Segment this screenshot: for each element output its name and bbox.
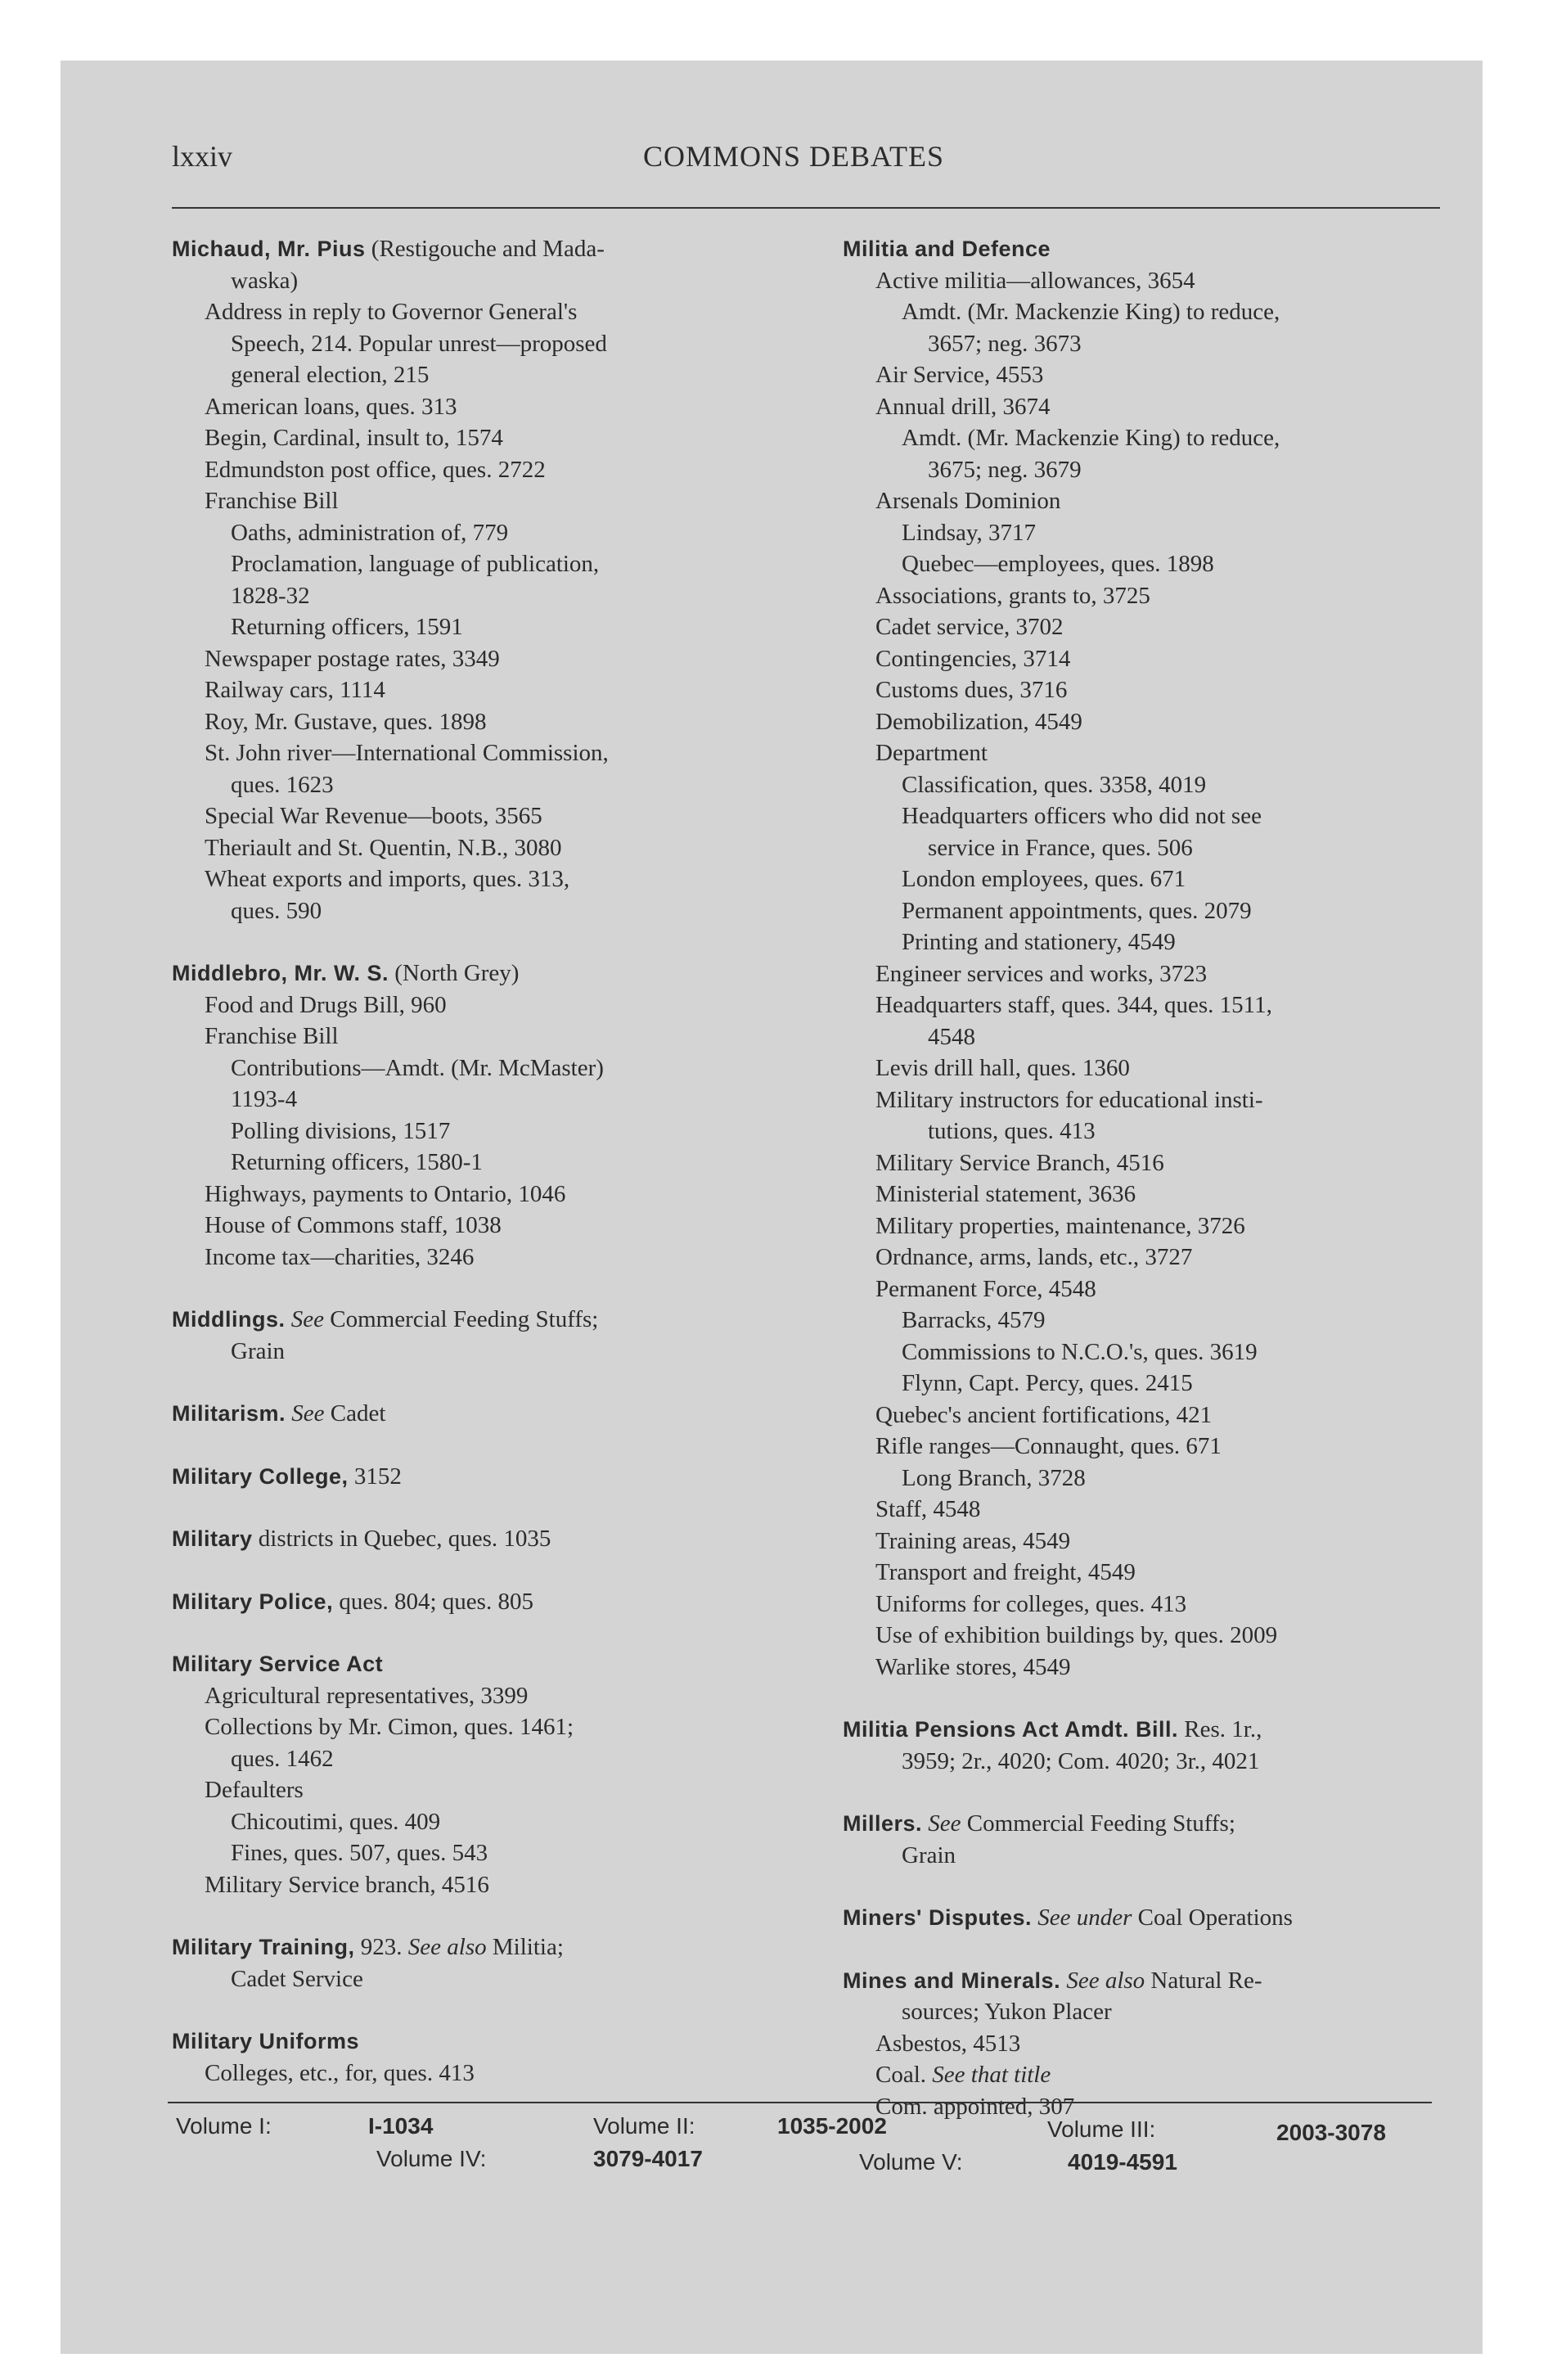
index-subentry-line — [843, 800, 1448, 832]
header-rule — [172, 207, 1440, 209]
index-subentry-line — [843, 1557, 1448, 1589]
index-text: (Restigouche and Mada- — [365, 236, 605, 262]
index-text: Department — [875, 740, 988, 766]
index-subentry-line — [172, 611, 785, 643]
index-subentry-line — [843, 296, 1448, 328]
index-heading-term: Military College, — [172, 1463, 349, 1489]
index-subentry-line — [843, 737, 1448, 769]
index-subentry-line — [172, 643, 785, 675]
page-number: lxxiv — [172, 140, 233, 173]
cross-reference-marker: See under — [1037, 1904, 1132, 1931]
index-subentry-line — [172, 1963, 785, 1995]
index-text: Active militia—allowances, 3654 — [875, 267, 1195, 294]
index-text: Newspaper postage rates, 3349 — [205, 645, 500, 672]
index-heading-term: Military Training, — [172, 1935, 355, 1959]
index-text: Agricultural representatives, 3399 — [205, 1682, 529, 1709]
index-text: waska) — [231, 267, 299, 294]
index-text: Returning officers, 1580-1 — [231, 1149, 483, 1175]
index-subentry-line — [172, 1711, 785, 1743]
index-subentry-line — [843, 674, 1448, 706]
index-subentry-line — [843, 611, 1448, 643]
page-header — [172, 139, 1415, 188]
index-text: Militia; — [486, 1934, 564, 1960]
index-text: Chicoutimi, ques. 409 — [231, 1808, 441, 1835]
index-column-right — [843, 233, 1448, 2122]
index-text: Res. 1r., — [1178, 1716, 1262, 1742]
index-subentry-line — [172, 1837, 785, 1869]
index-subentry-line — [843, 863, 1448, 895]
index-subentry-line — [172, 1869, 785, 1901]
index-subentry-line — [843, 328, 1448, 360]
index-text: Grain — [902, 1841, 956, 1868]
volume-4-range: 3079-4017 — [593, 2146, 703, 2171]
index-text: Ministerial statement, 3636 — [875, 1181, 1136, 1207]
index-subentry-line — [843, 989, 1448, 1021]
index-text: Long Branch, 3728 — [902, 1464, 1086, 1491]
index-subentry-line — [843, 422, 1448, 454]
index-subentry-line — [843, 517, 1448, 549]
index-subentry-line — [843, 580, 1448, 612]
index-subentry-line — [172, 454, 785, 486]
index-heading-term: Military Service Act — [172, 1652, 384, 1676]
index-heading-term: Miners' Disputes. — [843, 1905, 1032, 1930]
index-subentry-line — [843, 485, 1448, 517]
index-subentry-line — [843, 895, 1448, 927]
index-heading-line — [172, 1398, 785, 1430]
index-heading-term: Mines and Minerals. — [843, 1968, 1061, 1993]
index-subentry-line — [843, 265, 1448, 297]
index-heading-line — [172, 1586, 785, 1618]
index-heading-term: Militia and Defence — [843, 237, 1051, 261]
index-text: 3675; neg. 3679 — [928, 456, 1082, 483]
index-text: Air Service, 4553 — [875, 362, 1044, 388]
index-subentry-line — [172, 485, 785, 517]
index-heading-term: Middlebro, Mr. W. S. — [172, 961, 389, 985]
index-text: Training areas, 4549 — [875, 1527, 1071, 1554]
index-subentry-line — [172, 422, 785, 454]
index-subentry-line — [843, 1336, 1448, 1368]
footer-rule — [168, 2102, 1432, 2103]
index-subentry-line — [172, 1084, 785, 1116]
index-text: London employees, ques. 671 — [902, 866, 1186, 892]
index-text: service in France, ques. 506 — [928, 834, 1193, 861]
volume-1-label: Volume I: — [176, 2113, 272, 2139]
index-subentry-line — [172, 580, 785, 612]
index-text: Military Service branch, 4516 — [205, 1871, 489, 1898]
index-heading-line — [843, 233, 1448, 265]
index-text: Proclamation, language of publication, — [231, 551, 600, 577]
index-text: Staff, 4548 — [875, 1496, 981, 1522]
index-text: Defaulters — [205, 1777, 304, 1803]
index-subentry-line — [172, 359, 785, 391]
index-text: sources; Yukon Placer — [902, 1999, 1112, 2025]
volume-5-label: Volume V: — [859, 2149, 963, 2175]
index-subentry-line — [172, 391, 785, 423]
index-text: Begin, Cardinal, insult to, 1574 — [205, 425, 503, 451]
index-text: Headquarters officers who did not see — [902, 803, 1262, 829]
volume-3-range: 2003-3078 — [1276, 2120, 1386, 2145]
index-text: Cadet — [324, 1400, 386, 1427]
index-subentry-line — [843, 1746, 1448, 1778]
index-subentry-line — [843, 1147, 1448, 1179]
index-text: Headquarters staff, ques. 344, ques. 1511, — [875, 992, 1272, 1018]
index-text: Uniforms for colleges, ques. 413 — [875, 1590, 1187, 1617]
index-subentry-line — [843, 1620, 1448, 1652]
index-text: Grain — [231, 1337, 286, 1364]
index-text: Permanent Force, 4548 — [875, 1275, 1096, 1302]
index-subentry-line — [172, 832, 785, 864]
index-subentry-line — [843, 1494, 1448, 1526]
index-text: Use of exhibition buildings by, ques. 2009 — [875, 1622, 1278, 1648]
index-text: Fines, ques. 507, ques. 543 — [231, 1840, 488, 1866]
volume-1-range: I-1034 — [368, 2113, 434, 2139]
index-subentry-line — [843, 1084, 1448, 1116]
index-text: Engineer services and works, 3723 — [875, 960, 1208, 987]
index-subentry-line — [843, 391, 1448, 423]
index-subentry-line — [172, 1053, 785, 1084]
index-text: Permanent appointments, ques. 2079 — [902, 897, 1252, 924]
index-text: (North Grey) — [389, 960, 520, 986]
cross-reference-marker: See also — [1066, 1967, 1145, 1994]
index-column-left — [172, 233, 785, 2089]
index-subentry-line — [172, 2058, 785, 2089]
index-subentry-line — [172, 1210, 785, 1242]
index-subentry-line — [172, 1806, 785, 1838]
index-text: Rifle ranges—Connaught, ques. 671 — [875, 1433, 1222, 1459]
index-text: ques. 1623 — [231, 771, 334, 798]
cross-reference-marker: See — [928, 1810, 961, 1837]
volume-4-label: Volume IV: — [376, 2146, 487, 2171]
volume-key-footer — [176, 2113, 1436, 2203]
index-heading-term: Michaud, Mr. Pius — [172, 237, 366, 261]
index-subentry-line — [172, 548, 785, 580]
index-text: Natural Re- — [1145, 1967, 1262, 1994]
index-subentry-line — [843, 1431, 1448, 1463]
cross-reference-marker: See — [290, 1306, 324, 1332]
index-subentry-line — [843, 769, 1448, 801]
index-text: Quebec's ancient fortifications, 421 — [875, 1401, 1213, 1428]
index-subentry-line — [172, 296, 785, 328]
index-text: Military Service Branch, 4516 — [875, 1149, 1164, 1176]
running-head: COMMONS DEBATES — [642, 140, 945, 173]
index-text: Address in reply to Governor General's — [205, 299, 578, 325]
index-text: 923. — [354, 1934, 408, 1960]
index-text: 3657; neg. 3673 — [928, 330, 1082, 357]
index-subentry-line — [172, 1336, 785, 1368]
index-text: Amdt. (Mr. Mackenzie King) to reduce, — [902, 425, 1280, 451]
index-text: Annual drill, 3674 — [875, 393, 1051, 420]
index-subentry-line — [172, 1147, 785, 1179]
index-text: Special War Revenue—boots, 3565 — [205, 803, 542, 829]
index-text: Collections by Mr. Cimon, ques. 1461; — [205, 1714, 574, 1740]
index-subentry-line — [843, 1179, 1448, 1210]
index-text: Franchise Bill — [205, 1023, 339, 1049]
index-text: Cadet service, 3702 — [875, 614, 1064, 640]
index-text: 4548 — [928, 1023, 975, 1050]
index-text: Coal. — [875, 2062, 933, 2088]
index-text: Warlike stores, 4549 — [875, 1653, 1071, 1680]
index-text: Edmundston post office, ques. 2722 — [205, 456, 546, 483]
index-subentry-line — [172, 737, 785, 769]
index-heading-line — [172, 1304, 785, 1336]
index-text: Ordnance, arms, lands, etc., 3727 — [875, 1244, 1193, 1270]
index-subentry-line — [172, 1774, 785, 1806]
index-heading-term: Military — [172, 1526, 253, 1551]
index-text: tutions, ques. 413 — [928, 1118, 1096, 1144]
index-heading-term: Militia Pensions Act Amdt. Bill. — [843, 1717, 1179, 1742]
index-subentry-line — [172, 1179, 785, 1210]
index-text: Theriault and St. Quentin, N.B., 3080 — [205, 834, 562, 861]
index-text: Colleges, etc., for, ques. 413 — [205, 2059, 475, 2086]
index-subentry-line — [172, 674, 785, 706]
index-subentry-line — [843, 643, 1448, 675]
index-subentry-line — [843, 1021, 1448, 1053]
volume-2-label: Volume II: — [593, 2113, 695, 2139]
index-text: Military instructors for educational insti- — [875, 1086, 1263, 1113]
index-text: Wheat exports and imports, ques. 313, — [205, 866, 570, 892]
index-text: Commercial Feeding Stuffs; — [323, 1306, 599, 1332]
index-heading-line — [843, 1714, 1448, 1746]
index-text: ques. 804; ques. 805 — [333, 1588, 533, 1615]
cross-reference-marker: See also — [407, 1934, 487, 1960]
index-text: ques. 1462 — [231, 1745, 334, 1772]
index-heading-line — [172, 1461, 785, 1493]
index-text: Arsenals Dominion — [875, 488, 1061, 514]
index-heading-line — [172, 958, 785, 989]
index-subentry-line — [172, 706, 785, 738]
index-subentry-line — [172, 1021, 785, 1053]
index-subentry-line — [172, 1680, 785, 1712]
index-text: 3152 — [348, 1463, 402, 1490]
index-subentry-line — [172, 989, 785, 1021]
index-text: American loans, ques. 313 — [205, 393, 457, 420]
index-text: Contributions—Amdt. (Mr. McMaster) — [231, 1054, 604, 1081]
index-text: 1828-32 — [231, 582, 310, 609]
index-text: Roy, Mr. Gustave, ques. 1898 — [205, 708, 487, 735]
index-text: Coal Operations — [1132, 1904, 1293, 1931]
index-text: House of Commons staff, 1038 — [205, 1212, 502, 1238]
index-subentry-line — [843, 2059, 1448, 2091]
index-heading-line — [172, 1931, 785, 1963]
index-text: Barracks, 4579 — [902, 1307, 1046, 1333]
index-subentry-line — [172, 800, 785, 832]
index-text: districts in Quebec, ques. 1035 — [252, 1526, 551, 1552]
index-text: Military properties, maintenance, 3726 — [875, 1212, 1245, 1239]
index-subentry-line — [172, 1116, 785, 1147]
index-text: 1193-4 — [231, 1086, 298, 1112]
index-text: Quebec—employees, ques. 1898 — [902, 551, 1214, 577]
index-subentry-line — [843, 2028, 1448, 2060]
index-subentry-line — [843, 1996, 1448, 2028]
index-heading-line — [843, 1902, 1448, 1934]
index-subentry-line — [843, 454, 1448, 486]
index-text: Lindsay, 3717 — [902, 519, 1037, 546]
index-text: Speech, 214. Popular unrest—proposed — [231, 330, 607, 357]
index-text — [285, 1306, 290, 1332]
index-subentry-line — [843, 1242, 1448, 1273]
index-subentry-line — [172, 769, 785, 801]
index-heading-line — [172, 1648, 785, 1680]
index-heading-line — [843, 1808, 1448, 1840]
index-text: Railway cars, 1114 — [205, 677, 385, 703]
index-text: Food and Drugs Bill, 960 — [205, 991, 447, 1018]
index-text: Printing and stationery, 4549 — [902, 929, 1176, 955]
index-text: Commissions to N.C.O.'s, ques. 3619 — [902, 1338, 1258, 1365]
index-subentry-line — [843, 1273, 1448, 1305]
index-text: Asbestos, 4513 — [875, 2030, 1021, 2057]
index-subentry-line — [843, 1400, 1448, 1431]
index-subentry-line — [843, 359, 1448, 391]
index-text: Demobilization, 4549 — [875, 708, 1082, 735]
index-subentry-line — [843, 926, 1448, 958]
index-subentry-line — [172, 1743, 785, 1775]
index-text: ques. 590 — [231, 897, 322, 924]
index-text: Highways, payments to Ontario, 1046 — [205, 1180, 566, 1207]
index-subentry-line — [843, 958, 1448, 990]
index-heading-term: Middlings. — [172, 1307, 286, 1332]
index-heading-line — [172, 1523, 785, 1555]
index-subentry-line — [843, 706, 1448, 738]
index-text: Income tax—charities, 3246 — [205, 1243, 475, 1270]
index-text: Associations, grants to, 3725 — [875, 582, 1150, 609]
index-subentry-line — [843, 1526, 1448, 1557]
index-subentry-line — [843, 1652, 1448, 1684]
index-subentry-line — [843, 832, 1448, 864]
index-heading-line — [843, 1965, 1448, 1997]
index-text: Franchise Bill — [205, 488, 339, 514]
index-text: Amdt. (Mr. Mackenzie King) to reduce, — [902, 299, 1280, 325]
index-subentry-line — [843, 1368, 1448, 1400]
index-subentry-line — [843, 1210, 1448, 1242]
index-subentry-line — [843, 1463, 1448, 1494]
index-heading-term: Military Uniforms — [172, 2029, 360, 2053]
index-heading-line — [172, 233, 785, 265]
index-subentry-line — [843, 1840, 1448, 1872]
index-text: Com. appointed, 307 — [875, 2093, 1075, 2120]
index-text: St. John river—International Commission, — [205, 740, 609, 766]
index-text: Polling divisions, 1517 — [231, 1117, 451, 1144]
index-subentry-line — [843, 548, 1448, 580]
volume-3-label: Volume III: — [1047, 2116, 1156, 2142]
index-subentry-line — [172, 895, 785, 927]
index-subentry-line — [172, 1242, 785, 1273]
index-text: Customs dues, 3716 — [875, 677, 1068, 703]
volume-5-range: 4019-4591 — [1068, 2149, 1177, 2175]
index-text: Flynn, Capt. Percy, ques. 2415 — [902, 1370, 1193, 1396]
index-text: general election, 215 — [231, 362, 430, 388]
cross-reference-marker: See — [291, 1400, 325, 1427]
index-heading-term: Militarism. — [172, 1401, 286, 1426]
index-heading-line — [172, 2026, 785, 2058]
index-subentry-line — [172, 863, 785, 895]
index-subentry-line — [172, 328, 785, 360]
index-subentry-line — [172, 517, 785, 549]
index-text: Returning officers, 1591 — [231, 614, 463, 640]
index-text: Commercial Feeding Stuffs; — [961, 1810, 1235, 1837]
index-heading-term: Military Police, — [172, 1589, 334, 1614]
index-subentry-line — [843, 1053, 1448, 1084]
index-subentry-line — [172, 265, 785, 297]
index-text: Cadet Service — [231, 1965, 363, 1992]
index-text: 3959; 2r., 4020; Com. 4020; 3r., 4021 — [902, 1747, 1260, 1774]
index-subentry-line — [843, 1589, 1448, 1620]
volume-2-range: 1035-2002 — [777, 2113, 887, 2139]
index-text: Classification, ques. 3358, 4019 — [902, 771, 1207, 798]
index-text: Transport and freight, 4549 — [875, 1559, 1136, 1585]
index-text: Contingencies, 3714 — [875, 645, 1071, 672]
index-text: Levis drill hall, ques. 1360 — [875, 1055, 1130, 1081]
cross-reference-marker: See that title — [932, 2062, 1051, 2088]
index-subentry-line — [843, 1305, 1448, 1336]
index-text: Oaths, administration of, 779 — [231, 519, 509, 546]
index-heading-term: Millers. — [843, 1811, 923, 1836]
index-subentry-line — [843, 1116, 1448, 1147]
